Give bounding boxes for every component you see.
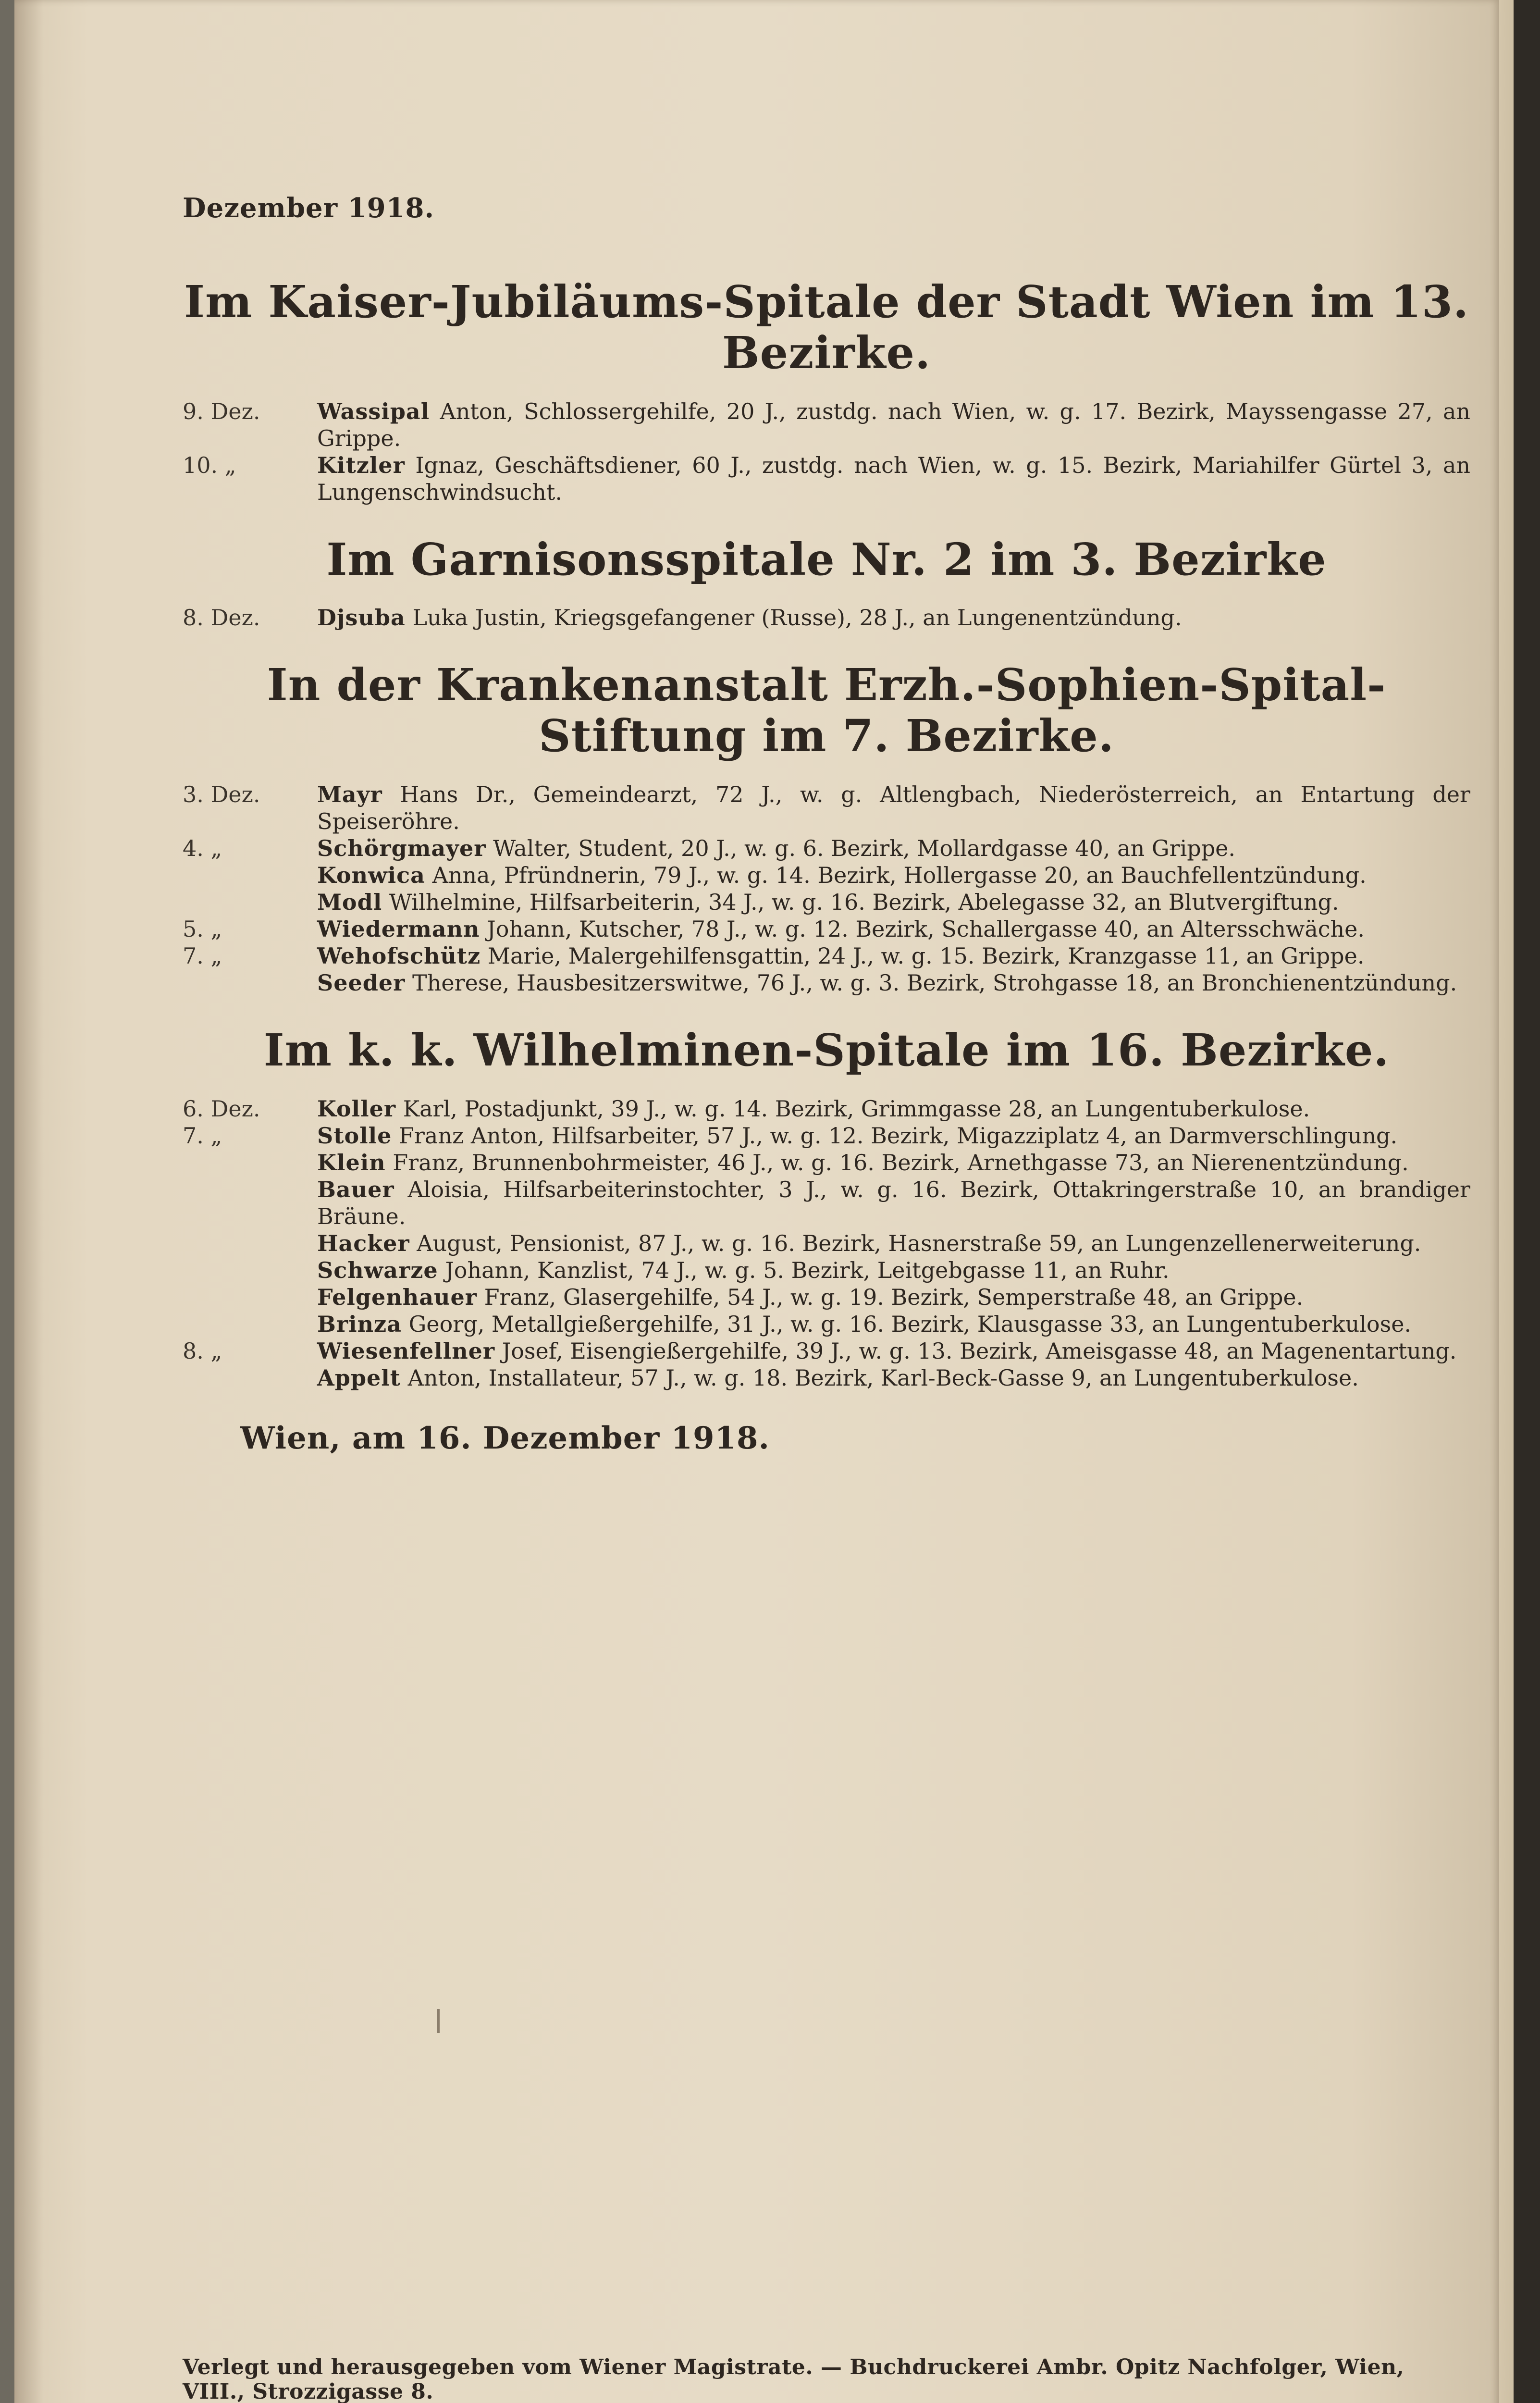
entry-text: [317, 398, 1470, 452]
entry-date: 3. Dez.: [183, 781, 260, 807]
entry-text: [317, 781, 1470, 835]
deceased-name: Schwarze: [317, 1257, 438, 1283]
deceased-name: Koller: [317, 1095, 396, 1122]
death-entry: [183, 969, 1470, 996]
entry-text: [317, 889, 1470, 916]
death-entry: [183, 1122, 1470, 1149]
deceased-name: Mayr: [317, 781, 382, 807]
deceased-name: Schörgmayer: [317, 835, 486, 861]
publisher-footer: Verlegt und herausgegeben vom Wiener Magistrate. — Buchdruckerei Ambr. Opitz Nachfolger, Wien, VIII., Strozzigasse 8.: [183, 2355, 1404, 2403]
closing-line: Wien, am 16. Dezember 1918.: [240, 1420, 770, 1456]
entry-details: Karl, Postadjunkt, 39 J., w. g. 14. Bezirk, Grimmgasse 28, an Lungentuberkulose.: [403, 1095, 1310, 1122]
entry-text: [317, 1230, 1470, 1257]
section-title: Im Garnisonsspitale Nr. 2 im 3. Bezirke: [326, 533, 1327, 585]
death-entry: [183, 1230, 1470, 1257]
entry-details: Johann, Kutscher, 78 J., w. g. 12. Bezirk, Schallergasse 40, an Altersschwäche.: [487, 916, 1365, 942]
deceased-name: Appelt: [317, 1364, 401, 1391]
deceased-name: Klein: [317, 1149, 386, 1176]
death-entry: [183, 1176, 1470, 1230]
entry-text: [317, 1284, 1470, 1311]
entry-details: Wilhelmine, Hilfsarbeiterin, 34 J., w. g. 16. Bezirk, Abelegasse 32, an Blutvergiftung.: [389, 889, 1339, 915]
death-entry: [183, 1364, 1470, 1391]
paper-mark: [437, 2009, 440, 2033]
entry-details: Walter, Student, 20 J., w. g. 6. Bezirk, Mollardgasse 40, an Grippe.: [493, 835, 1236, 861]
death-entry: [183, 604, 1470, 631]
death-entry-list: [183, 604, 1470, 631]
deceased-name: Wiesenfellner: [317, 1338, 495, 1364]
entry-details: Josef, Eisengießergehilfe, 39 J., w. g. 13. Bezirk, Ameisgasse 48, an Magenentartung.: [502, 1338, 1457, 1364]
entry-text: [317, 1364, 1470, 1391]
entry-details: Marie, Malergehilfensgattin, 24 J., w. g. 15. Bezirk, Kranzgasse 11, an Grippe.: [487, 942, 1365, 969]
entry-text: [317, 1176, 1470, 1230]
death-entry: [183, 398, 1470, 452]
death-entry: [183, 1338, 1470, 1364]
entry-text: [317, 1338, 1470, 1364]
document-content: [183, 192, 1470, 1456]
section-title: In der Krankenanstalt Erzh.-Sophien-Spital-Stiftung im 7. Bezirke.: [267, 659, 1386, 762]
death-entry-list: [183, 781, 1470, 996]
entry-date: 6. Dez.: [183, 1095, 260, 1122]
entry-details: Georg, Metallgießergehilfe, 31 J., w. g. 16. Bezirk, Klausgasse 33, an Lungentuberkulose.: [408, 1311, 1412, 1337]
death-entry: [183, 889, 1470, 916]
death-entry: [183, 942, 1470, 969]
entry-text: [317, 604, 1470, 631]
death-entry: [183, 916, 1470, 942]
deceased-name: Bauer: [317, 1176, 394, 1202]
entry-details: Anton, Schlossergehilfe, 20 J., zustdg. nach Wien, w. g. 17. Bezirk, Mayssengasse 27, an Grippe.: [317, 398, 1470, 451]
death-entry: [183, 1149, 1470, 1176]
deceased-name: Wehofschütz: [317, 942, 481, 969]
entry-date: 7. „: [183, 942, 222, 969]
entry-details: Franz, Glasergehilfe, 54 J., w. g. 19. Bezirk, Semperstraße 48, an Grippe.: [484, 1284, 1304, 1310]
entry-text: [317, 1122, 1470, 1149]
entry-date: 5. „: [183, 916, 222, 942]
entry-date: 9. Dez.: [183, 398, 260, 424]
deceased-name: Hacker: [317, 1230, 410, 1256]
entry-text: [317, 835, 1470, 862]
section-title: Im Kaiser-Jubiläums-Spitale der Stadt Wien im 13. Bezirke.: [184, 276, 1469, 379]
entry-details: August, Pensionist, 87 J., w. g. 16. Bezirk, Hasnerstraße 59, an Lungenzellenerweiterung.: [417, 1230, 1421, 1256]
entry-text: [317, 1095, 1470, 1122]
deceased-name: Brinza: [317, 1311, 402, 1337]
entry-details: Johann, Kanzlist, 74 J., w. g. 5. Bezirk, Leitgebgasse 11, an Ruhr.: [445, 1257, 1170, 1283]
deceased-name: Kitzler: [317, 452, 405, 478]
death-entry: [183, 862, 1470, 889]
death-entry: [183, 835, 1470, 862]
entry-text: [317, 942, 1470, 969]
deceased-name: Djsuba: [317, 605, 406, 631]
hospital-section: [183, 277, 1470, 506]
entry-details: Franz, Brunnenbohrmeister, 46 J., w. g. 16. Bezirk, Arnethgasse 73, an Nierenentzündung.: [393, 1149, 1409, 1176]
death-entry: [183, 1095, 1470, 1122]
hospital-section: [183, 534, 1470, 632]
entry-details: Franz Anton, Hilfsarbeiter, 57 J., w. g. 12. Bezirk, Migazziplatz 4, an Darmverschlingung.: [399, 1122, 1398, 1149]
death-entry: [183, 1311, 1470, 1338]
entry-date: 4. „: [183, 835, 222, 861]
entry-details: Therese, Hausbesitzerswitwe, 76 J., w. g. 3. Bezirk, Strohgasse 18, an Bronchienentzündung.: [412, 969, 1457, 996]
entry-details: Luka Justin, Kriegsgefangener (Russe), 28 J., an Lungenentzündung.: [412, 605, 1182, 631]
entry-text: [317, 916, 1470, 942]
entry-details: Aloisia, Hilfsarbeiterinstochter, 3 J., w. g. 16. Bezirk, Ottakringerstraße 10, an brandiger Bräune.: [317, 1176, 1470, 1229]
entry-date: 8. Dez.: [183, 605, 260, 631]
death-entry: [183, 1284, 1470, 1311]
entry-date: 10. „: [183, 452, 236, 478]
entry-text: [317, 969, 1470, 996]
entry-text: [317, 452, 1470, 506]
hospital-section: [183, 660, 1470, 996]
entry-text: [317, 1257, 1470, 1284]
deceased-name: Konwica: [317, 862, 425, 888]
death-entry: [183, 781, 1470, 835]
deceased-name: Modl: [317, 889, 382, 915]
entry-text: [317, 1149, 1470, 1176]
entry-details: Ignaz, Geschäftsdiener, 60 J., zustdg. nach Wien, w. g. 15. Bezirk, Mariahilfer Gürtel 3, an Lungenschwindsucht.: [317, 452, 1470, 505]
entry-text: [317, 862, 1470, 889]
entry-details: Anton, Installateur, 57 J., w. g. 18. Bezirk, Karl-Beck-Gasse 9, an Lungentuberkulose.: [407, 1364, 1359, 1391]
entry-details: Anna, Pfründnerin, 79 J., w. g. 14. Bezirk, Hollergasse 20, an Bauchfellentzündung.: [432, 862, 1367, 888]
death-entry-list: [183, 1095, 1470, 1391]
page-edge-shadow: [14, 0, 43, 2403]
entry-date: 8. „: [183, 1338, 222, 1364]
deceased-name: Stolle: [317, 1122, 392, 1149]
death-entry-list: [183, 398, 1470, 506]
death-entry: [183, 452, 1470, 506]
death-entry: [183, 1257, 1470, 1284]
entry-date: 7. „: [183, 1122, 222, 1149]
hospital-section: [183, 1025, 1470, 1391]
entry-text: [317, 1311, 1470, 1338]
deceased-name: Wassipal: [317, 398, 430, 424]
deceased-name: Felgenhauer: [317, 1284, 477, 1310]
section-title: Im k. k. Wilhelminen-Spitale im 16. Bezirke.: [263, 1024, 1390, 1076]
deceased-name: Wiedermann: [317, 916, 480, 942]
deceased-name: Seeder: [317, 969, 406, 996]
hospital-sections: [183, 277, 1470, 1391]
entry-details: Hans Dr., Gemeindearzt, 72 J., w. g. Altlengbach, Niederösterreich, an Entartung der Speiseröhre.: [317, 781, 1470, 834]
masthead-date: Dezember 1918.: [183, 192, 435, 224]
